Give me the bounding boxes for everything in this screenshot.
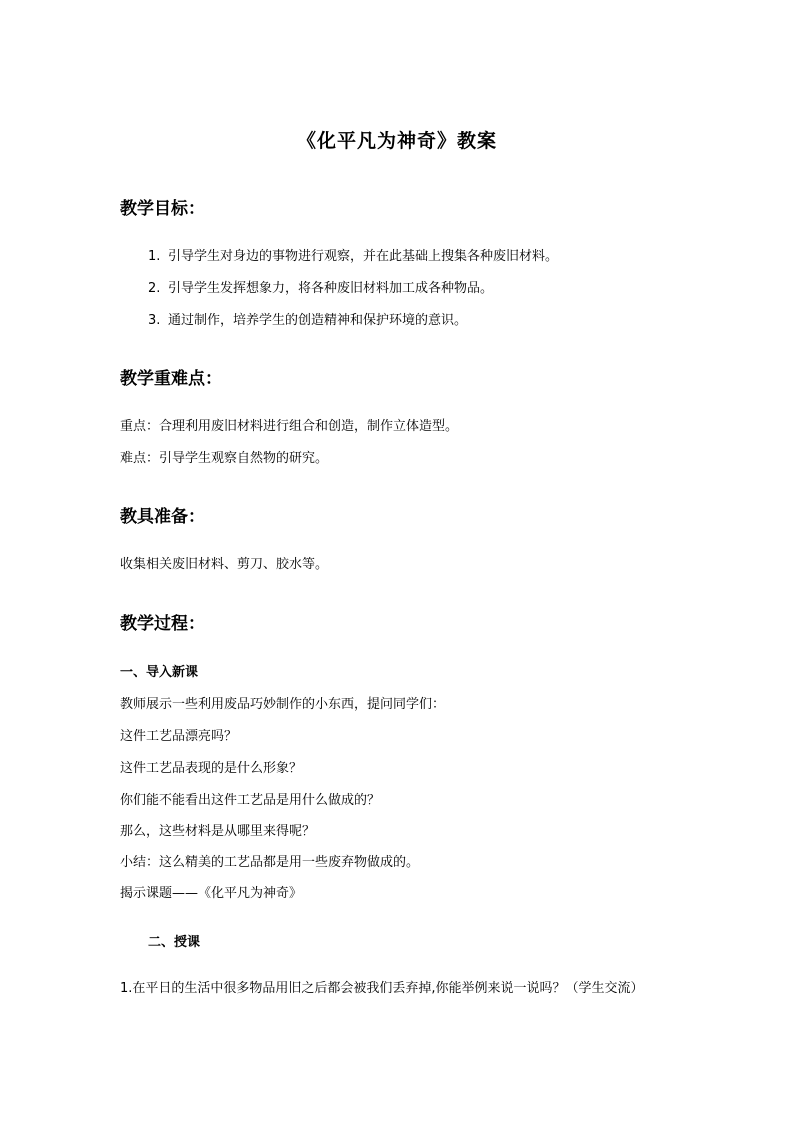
objective-num: 2. (148, 281, 161, 296)
part1-line: 揭示课题——《化平凡为神奇》 (120, 886, 303, 901)
difficulty-text: 难点：引导学生观察自然物的研究。 (120, 451, 329, 466)
focus-text: 重点：合理利用废旧材料进行组合和创造，制作立体造型。 (120, 419, 459, 434)
objective-text: 通过制作，培养学生的创造精神和保护环境的意识。 (168, 313, 468, 328)
document-title: 《化平凡为神奇》教案 (296, 130, 497, 152)
part1-line: 教师展示一些利用废品巧妙制作的小东西，提问同学们： (120, 697, 446, 712)
part1-title: 一、导入新课 (120, 665, 199, 680)
objective-item-2 (148, 280, 493, 298)
objective-item-1 (148, 248, 558, 266)
process-heading: 教学过程： (120, 614, 205, 634)
part2-title: 二、授课 (148, 935, 201, 950)
part1-line: 这件工艺品漂亮吗？ (120, 729, 238, 744)
materials-text: 收集相关废旧材料、剪刀、胶水等。 (120, 557, 329, 572)
objective-text: 引导学生发挥想象力，将各种废旧材料加工成各种物品。 (168, 281, 494, 296)
objectives-heading: 教学目标： (120, 199, 205, 219)
objective-item-3 (148, 312, 467, 330)
part1-line: 这件工艺品表现的是什么形象？ (120, 761, 303, 776)
part1-line: 你们能不能看出这件工艺品是用什么做成的？ (120, 793, 381, 808)
key-points-heading: 教学重难点： (120, 369, 222, 389)
part1-line: 小结：这么精美的工艺品都是用一些废弃物做成的。 (120, 855, 420, 870)
objective-num: 1. (148, 249, 161, 264)
part1-line: 那么，这些材料是从哪里来得呢？ (120, 824, 316, 839)
part2-line: 1.在平日的生活中很多物品用旧之后都会被我们丢弃掉,你能举例来说一说吗？（学生交流） (120, 981, 644, 996)
objective-text: 引导学生对身边的事物进行观察，并在此基础上搜集各种废旧材料。 (168, 249, 559, 264)
objective-num: 3. (148, 313, 161, 328)
materials-heading: 教具准备： (120, 507, 205, 527)
